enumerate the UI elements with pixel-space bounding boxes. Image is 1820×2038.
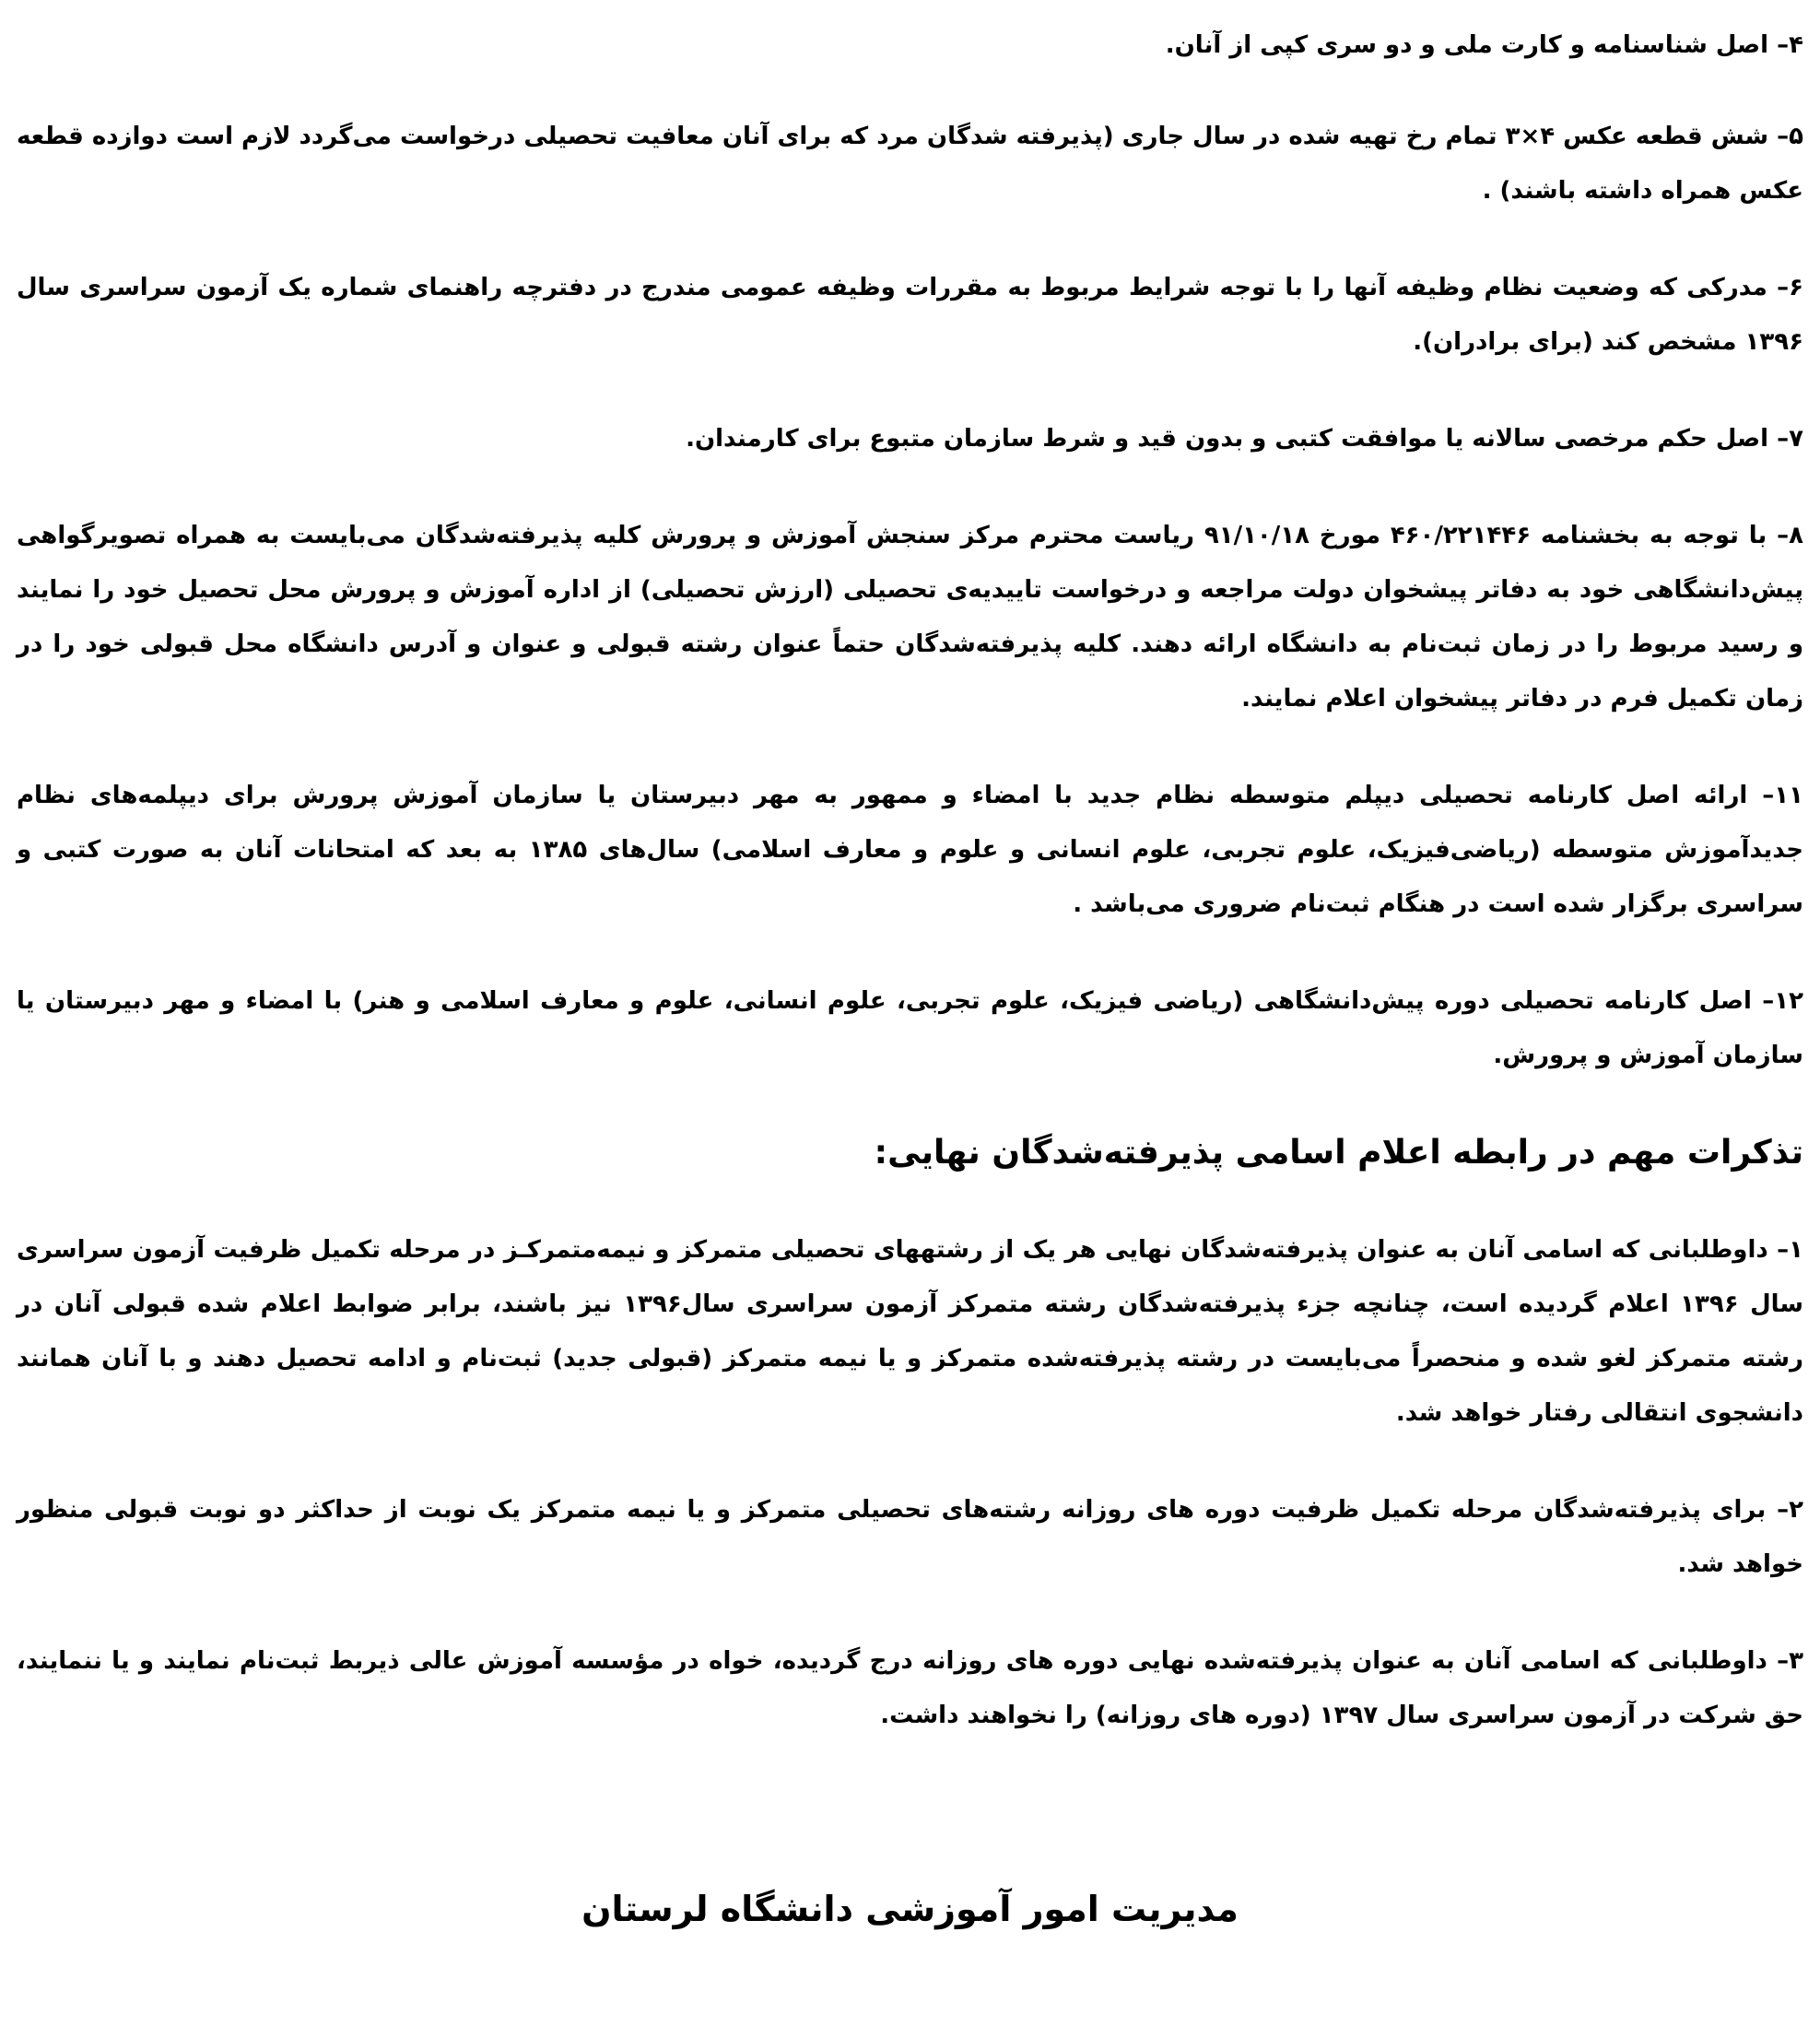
requirement-item-7: ۷– اصل حکم مرخصی سالانه یا موافقت کتبی و بدون قید و شرط سازمان متبوع برای کارمندان.	[686, 425, 1803, 453]
note-item-1: ۱– داوطلبانی که اسامی آنان به عنوان پذیرفته‌شدگان نهایی هر یک از رشتههای تحصیلی متمرکز و نیمه‌متمرکـز در مرحله تکمیل ظرفیت آزمون سراسری سال ۱۳۹۶ اعلام گردیده است، چنانچه جزء پذیرفته‌شدگان رشته متمرکز آزمون سراسری سال۱۳۹۶ نیز باشند، برابر ضوابط اعلام شده قبولی آنان در رشته متمرکز لغو شده و منحصراً می‌بایست در رشته پذیرفته‌شده متمرکز و یا نیمه متمرکز (قبولی جدید) ثبت‌نام و ادامه تحصیل دهند و با آنان همانند دانشجوی انتقالی رفتار خواهد شد.	[17, 1236, 1803, 1427]
requirement-item-5: ۵– شش قطعه عکس ۴×۳ تمام رخ تهیه شده در سال جاری (پذیرفته شدگان مرد که برای آنان معافیت تحصیلی درخواست می‌گردد لازم است دوازده قطعه عکس همراه داشته باشند) .	[17, 123, 1803, 205]
spacer	[17, 73, 1803, 110]
spacer	[17, 1083, 1803, 1125]
footer-signature: مدیریت امور آموزشی دانشگاه لرستان	[581, 1889, 1239, 1929]
spacer	[17, 1181, 1803, 1223]
spacer	[17, 370, 1803, 412]
requirement-item-4: ۴– اصل شناسنامه و کارت ملی و دو سری کپی از آنان.	[1165, 31, 1803, 59]
spacer	[17, 218, 1803, 261]
requirement-item-8: ۸– با توجه به بخشنامه ۴۶۰/۲۲۱۴۴۶ مورخ ۹۱/۱۰/۱۸ ریاست محترم مرکز سنجش آموزش و پرورش کلیه پذیرفته‌شدگان می‌بایست به همراه تصویرگواهی پیش‌دانشگاهی خود به دفاتر پیشخوان دولت مراجعه و درخواست تاییدیه‌ی تحصیلی (ارزش تحصیلی) از اداره آموزش و پرورش محل تحصیل خود را نمایند و رسید مربوط را در زمان ثبت‌نام به دانشگاه ارائه دهند. کلیه پذیرفته‌شدگان حتماً عنوان رشته قبولی و عنوان و آدرس دانشگاه محل قبولی خود را در زمان تکمیل فرم در دفاتر پیشخوان اعلام نمایند.	[17, 522, 1803, 713]
requirement-item-6: ۶– مدرکی که وضعیت نظام وظیفه آنها را با توجه شرایط مربوط به مقررات وظیفه عمومی مندرج در دفترچه راهنمای شماره یک آزمون سراسری سال ۱۳۹۶ مشخص کند (برای برادران).	[17, 274, 1803, 356]
notes-heading: تذکرات مهم در رابطه اعلام اسامی پذیرفته‌شدگان نهایی:	[874, 1134, 1803, 1172]
note-item-2: ۲– برای پذیرفته‌شدگان مرحله تکمیل ظرفیت دوره های روزانه رشته‌های تحصیلی متمرکز و یا نیمه متمرکز یک نوبت از حداکثر دو نوبت قبولی منظور خواهد شد.	[17, 1496, 1803, 1578]
requirement-item-12: ۱۲– اصل کارنامه تحصیلی دوره پیش‌دانشگاهی (ریاضی فیزیک، علوم تجربی، علوم انسانی، علوم و معارف اسلامی و هنر) با امضاء و مهر دبیرستان یا سازمان آموزش و پرورش.	[17, 987, 1803, 1069]
requirement-item-11: ۱۱– ارائه اصل کارنامه تحصیلی دیپلم متوسطه نظام جدید با امضاء و ممهور به مهر دبیرستان یا سازمان آموزش پرورش برای دیپلمه‌های نظام جدیدآموزش متوسطه (ریاضی‌فیزیک، علوم تجربی، علوم انسانی و علوم و معارف اسلامی) سال‌های ۱۳۸۵ به بعد که امتحانات آنان به صورت کتبی و سراسری برگزار شده است در هنگام ثبت‌نام ضروری می‌باشد .	[17, 782, 1803, 918]
note-item-3: ۳– داوطلبانی که اسامی آنان به عنوان پذیرفته‌شده نهایی دوره های روزانه درج گردیده، خواه در مؤسسه آموزش عالی ذیربط ثبت‌نام نمایند و یا ننمایند، حق شرکت در آزمون سراسری سال ۱۳۹۷ (دوره های روزانه) را نخواهند داشت.	[17, 1647, 1803, 1729]
spacer	[17, 1441, 1803, 1483]
spacer	[17, 1592, 1803, 1634]
spacer	[17, 1743, 1803, 1881]
spacer	[17, 932, 1803, 974]
spacer	[17, 726, 1803, 769]
spacer	[17, 466, 1803, 509]
